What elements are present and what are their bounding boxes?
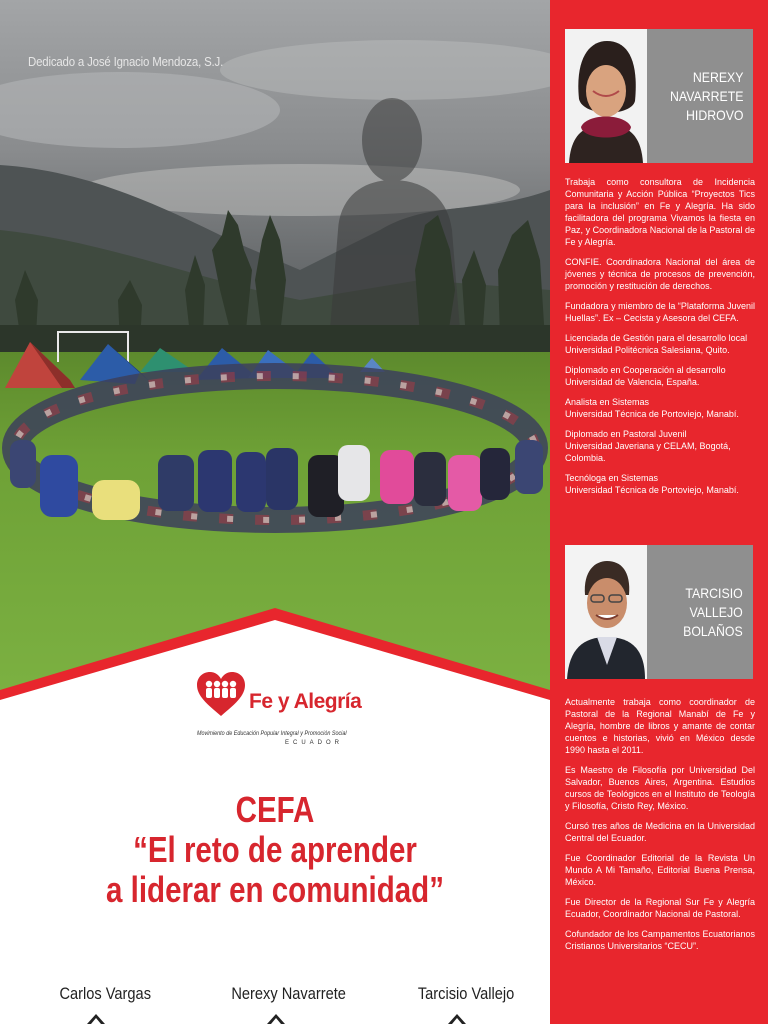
author-marker-icon bbox=[267, 1014, 285, 1024]
author-list bbox=[0, 984, 550, 1004]
profile-name-tarcisio: TARCISIO VALLEJO BOLAÑOS bbox=[683, 584, 743, 639]
fe-y-alegria-logo bbox=[197, 672, 367, 752]
bio-tarcisio bbox=[565, 696, 755, 960]
profile-photo-tarcisio bbox=[565, 545, 647, 679]
logo-subtitle: Movimiento de Educación Popular Integral y Promoción Social bbox=[197, 730, 347, 737]
bio-paragraph: Actualmente trabaja como coordinador de Pastoral de la Regional Manabí de Fe y Alegría, hombre de libros y amante de contar cuentos e historias, vivió en México desde 1990 hasta el 2011. bbox=[565, 697, 755, 755]
bio-paragraph: Cofundador de los Campamentos Ecuatorianos Cristianos Universitarios “CECU”. bbox=[565, 929, 755, 951]
author-marker-icon bbox=[448, 1014, 466, 1024]
author-marker-icon bbox=[87, 1014, 105, 1024]
profile-card-tarcisio bbox=[565, 545, 753, 679]
logo-country: ECUADOR bbox=[285, 740, 344, 746]
title-line-2: a liderar en comunidad” bbox=[106, 869, 444, 910]
cover-title bbox=[0, 790, 550, 910]
logo-name: Fe y Alegría bbox=[249, 690, 362, 713]
bio-paragraph: Tecnóloga en Sistemas Universidad Técnica de Portoviejo, Manabí. bbox=[565, 473, 739, 495]
profile-name-nerexy: NEREXY NAVARRETE HIDROVO bbox=[669, 68, 743, 123]
bio-paragraph: Es Maestro de Filosofía por Universidad Del Salvador, Buenos Aires, Argentina. Estudios cursos de Teológicos en el Instituto de Teología y Filosofía, Cristo Rey, México. bbox=[565, 765, 755, 811]
bio-paragraph: Cursó tres años de Medicina en la Universidad Central del Ecuador. bbox=[565, 821, 755, 843]
profile-card-nerexy bbox=[565, 29, 753, 163]
bio-paragraph: Fue Director de la Regional Sur Fe y Alegría Ecuador, Coordinador Nacional de Pastoral. bbox=[565, 897, 755, 919]
bio-paragraph: Diplomado en Pastoral Juvenil Universidad Javeriana y CELAM, Bogotá, Colombia. bbox=[565, 429, 731, 463]
cover-photo bbox=[0, 0, 550, 700]
bio-paragraph: Fundadora y miembro de la “Plataforma Juvenil Huellas”. Ex – Cecista y Asesora del CEFA. bbox=[565, 301, 755, 323]
bio-paragraph: Trabaja como consultora de Incidencia Comunitaria y Acción Pública “Proyectos Tics para la inclusión” en Fe y Alegría. Ha sido facilitadora del programa Vivamos la fiesta en Paz, y Coordinadora Nacional de la Pastoral de Fe y Alegría. bbox=[565, 177, 755, 247]
author-name: Nerexy Navarrete bbox=[231, 984, 346, 1003]
camp-scene-illustration bbox=[0, 0, 550, 700]
bio-paragraph: CONFIE. Coordinadora Nacional del área de jóvenes y técnica de procesos de prevención, promoción y restitución de derechos. bbox=[565, 257, 755, 291]
bio-paragraph: Diplomado en Cooperación al desarrollo Universidad de Valencia, España. bbox=[565, 365, 726, 387]
author-name: Tarcisio Vallejo bbox=[417, 984, 515, 1003]
bio-paragraph: Fue Coordinador Editorial de la Revista Un Mundo A Mi Tamaño, Editorial Buena Prensa, México. bbox=[565, 853, 755, 887]
bio-paragraph: Licenciada de Gestión para el desarrollo local Universidad Politécnica Salesiana, Quito. bbox=[565, 333, 748, 355]
title-main: CEFA bbox=[235, 789, 315, 830]
bio-nerexy bbox=[565, 176, 755, 504]
author-name: Carlos Vargas bbox=[59, 984, 152, 1003]
author-bios-sidebar bbox=[550, 0, 768, 1024]
title-line-1: “El reto de aprender bbox=[133, 829, 417, 870]
dedication-text: Dedicado a José Ignacio Mendoza, S.J. bbox=[28, 54, 224, 69]
bio-paragraph: Analista en Sistemas Universidad Técnica de Portoviejo, Manabí. bbox=[565, 397, 739, 419]
heart-children-icon bbox=[197, 672, 245, 718]
profile-photo-nerexy bbox=[565, 29, 647, 163]
